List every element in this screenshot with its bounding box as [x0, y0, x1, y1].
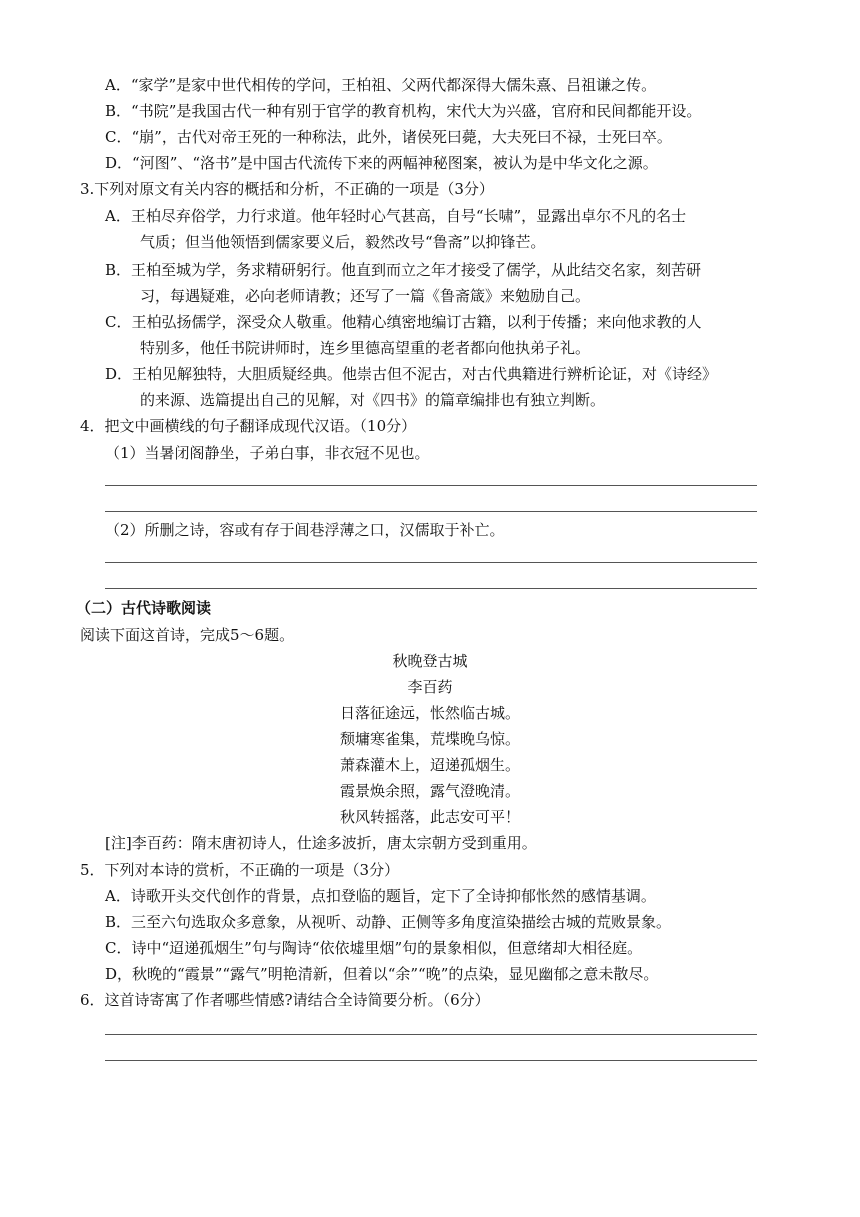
q5-option-d: D，秋晚的“霞景”“露气”明艳清新，但着以“余”“晚”的点染，显见幽郁之意未散尽。 [105, 965, 659, 983]
answer-line[interactable] [105, 1060, 757, 1061]
q2-option-c: C．“崩”，古代对帝王死的一种称法，此外，诸侯死曰薨，大夫死曰不禄，士死曰卒。 [105, 128, 672, 146]
poem-line: 日落征途远，怅然临古城。 [339, 704, 520, 722]
q2-option-d: D．“河图”、“洛书”是中国古代流传下来的两幅神秘图案，被认为是中华文化之源。 [105, 154, 658, 172]
section-heading: （二）古代诗歌阅读 [76, 599, 212, 617]
answer-line[interactable] [105, 562, 757, 563]
poem-author: 李百药 [407, 678, 453, 696]
section-instruction: 阅读下面这首诗，完成5～6题。 [80, 626, 295, 644]
q3-option-b-line2: 习，每遇疑难，必向老师请教；还写了一篇《鲁斋箴》来勉励自己。 [140, 287, 591, 305]
q3-option-d-line2: 的来源、选篇提出自己的见解，对《四书》的篇章编排也有独立判断。 [140, 391, 606, 409]
q3-option-c-line2: 特别多，他任书院讲师时，连乡里德高望重的老者都向他执弟子礼。 [140, 339, 591, 357]
q4-sub1: （1）当暑闭阁静坐，子弟白事，非衣冠不见也。 [105, 444, 430, 462]
poem-line: 霞景焕余照，露气澄晚清。 [339, 782, 520, 800]
q2-option-a: A．“家学”是家中世代相传的学问，王柏祖、父两代都深得大儒朱熹、吕祖谦之传。 [105, 76, 657, 94]
q6-stem: 6．这首诗寄寓了作者哪些情感?请结合全诗简要分析。（6分） [80, 991, 490, 1009]
q5-option-a: A．诗歌开头交代创作的背景，点扣登临的题旨，定下了全诗抑郁怅然的感情基调。 [105, 887, 656, 905]
answer-line[interactable] [105, 511, 757, 512]
q2-option-b: B．“书院”是我国古代一种有别于官学的教育机构，宋代大为兴盛，官府和民间都能开设。 [105, 102, 702, 120]
poem-line: 颓墉寒雀集，荒堞晚乌惊。 [339, 730, 520, 748]
q3-option-c-line1: C．王柏弘扬儒学，深受众人敬重。他精心缜密地编订古籍，以利于传播；来向他求教的人 [105, 313, 702, 331]
poem-line: 萧森灌木上，迢递孤烟生。 [339, 756, 520, 774]
q5-option-c: C．诗中“迢递孤烟生”句与陶诗“依依墟里烟”句的景象相似，但意绪却大相径庭。 [105, 939, 643, 957]
q3-option-d-line1: D．王柏见解独特，大胆质疑经典。他崇古但不泥古，对古代典籍进行辨析论证，对《诗经》 [105, 365, 718, 383]
poem-line: 秋风转摇落，此志安可平！ [339, 808, 520, 826]
answer-line[interactable] [105, 485, 757, 486]
q3-option-a-line1: A．王柏尽弃俗学，力行求道。他年轻时心气甚高，自号“长啸”，显露出卓尔不凡的名士 [105, 207, 687, 225]
q5-stem: 5．下列对本诗的赏析，不正确的一项是（3分） [80, 861, 400, 879]
poem-title: 秋晚登古城 [392, 652, 468, 670]
q3-option-b-line1: B．王柏至城为学，务求精研躬行。他直到而立之年才接受了儒学，从此结交名家，刻苦研 [105, 261, 702, 279]
answer-line[interactable] [105, 588, 757, 589]
answer-line[interactable] [105, 1034, 757, 1035]
q5-option-b: B．三至六句选取众多意象，从视听、动静、正侧等多角度渲染描绘古城的荒败景象。 [105, 913, 672, 931]
q4-stem: 4．把文中画横线的句子翻译成现代汉语。（10分） [80, 417, 417, 435]
q4-sub2: （2）所删之诗，容或有存于闾巷浮薄之口，汉儒取于补亡。 [105, 521, 505, 539]
q3-stem: 3.下列对原文有关内容的概括和分析，不正确的一项是（3分） [80, 180, 494, 198]
poem-note: [注]李百药：隋末唐初诗人，仕途多波折，唐太宗朝方受到重用。 [105, 834, 537, 852]
q3-option-a-line2: 气质；但当他领悟到儒家要义后，毅然改号“鲁斋”以抑锋芒。 [140, 233, 546, 251]
